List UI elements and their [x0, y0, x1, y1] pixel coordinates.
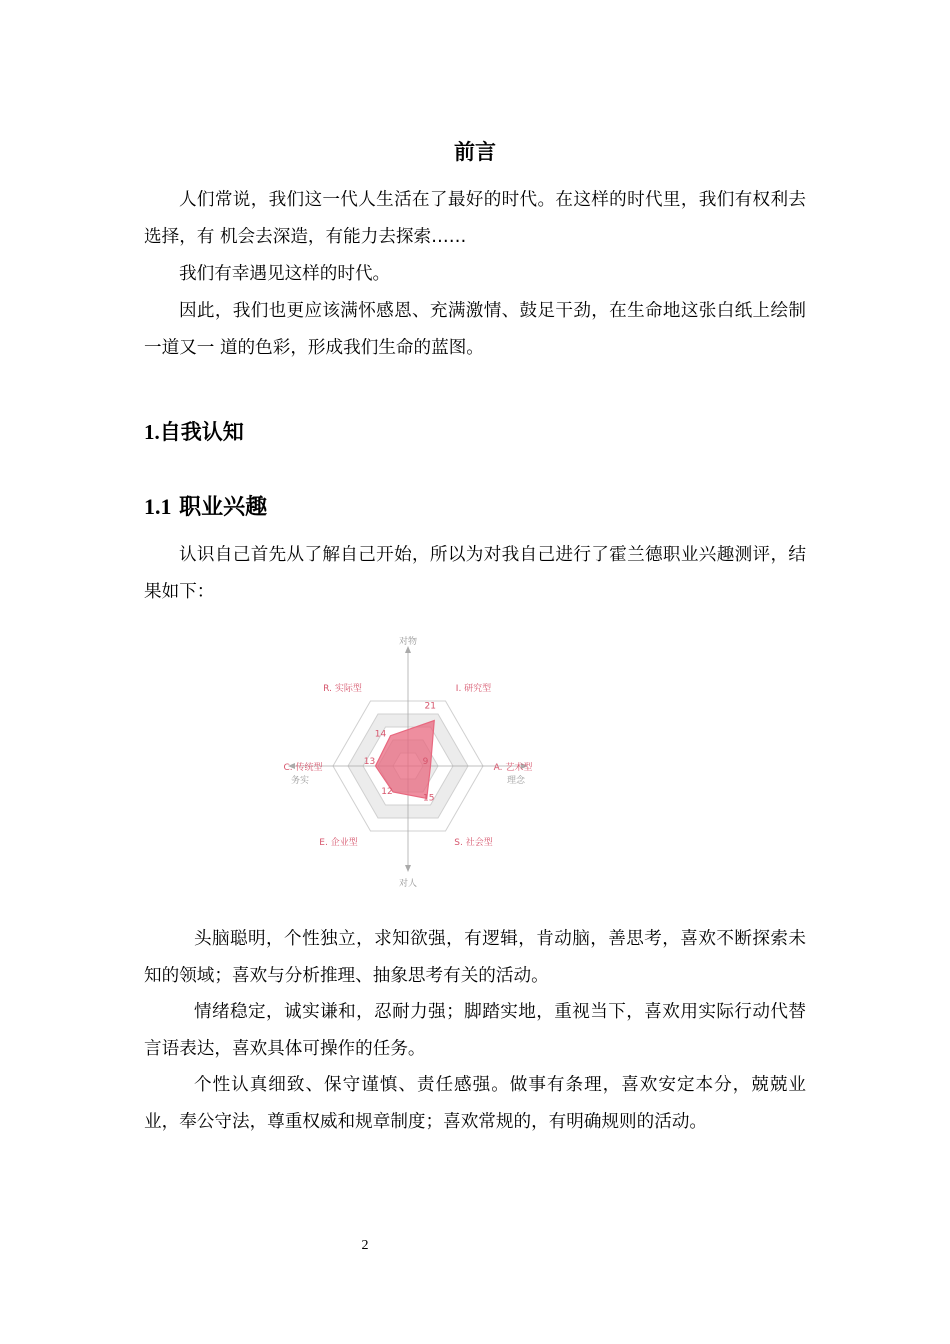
preface-paragraph-1: 人们常说，我们这一代人生活在了最好的时代。在这样的时代里，我们有权利去选择，有 机会去深造，有能力去探索……	[144, 190, 806, 247]
section-1-1-heading	[144, 490, 267, 525]
section-1-heading	[144, 416, 244, 448]
preface-paragraph-2: 我们有幸遇见这样的时代。	[179, 264, 391, 284]
section-1-number: 1.	[144, 420, 160, 444]
axis-arrow-up	[405, 646, 411, 653]
axis-arrow-down	[405, 865, 411, 872]
radar-category-label: I. 研究型	[455, 684, 492, 695]
axis-label-left: 务实	[290, 776, 310, 786]
section-1-1-number: 1.1	[144, 494, 172, 519]
section-1-1-intro: 认识自己首先从了解自己开始，所以为对我自己进行了霍兰德职业兴趣测评，结果如下：	[144, 545, 806, 602]
section-1-title: 自我认知	[159, 420, 244, 444]
axis-label-bottom: 对人	[398, 879, 418, 889]
axis-label-top: 对物	[398, 637, 418, 647]
radar-category-label: S. 社会型	[454, 837, 493, 848]
preface-title: 前言	[454, 140, 496, 164]
radar-category-label: A. 艺术型	[493, 763, 533, 773]
analysis-paragraph-2: 情绪稳定，诚实谦和，忍耐力强；脚踏实地，重视当下，喜欢用实际行动代替言语表达，喜欢具体可操作的任务。	[144, 1002, 806, 1059]
radar-category-label: R. 实际型	[323, 684, 362, 695]
section-1-1-title: 职业兴趣	[179, 495, 268, 520]
preface-paragraph-3: 因此，我们也更应该满怀感恩、充满激情、鼓足干劲，在生命地这张白纸上绘制一道又一 道的色彩，形成我们生命的蓝图。	[144, 301, 806, 358]
axis-label-right: 理念	[506, 776, 526, 786]
holland-radar-chart	[276, 636, 540, 892]
radar-value-label: 13	[363, 757, 376, 767]
analysis-paragraph-3: 个性认真细致、保守谨慎、责任感强。做事有条理，喜欢安定本分，兢兢业业，奉公守法，尊重权威和规章制度；喜欢常规的，有明确规则的活动。	[144, 1075, 806, 1132]
analysis-paragraph-1: 头脑聪明，个性独立，求知欲强，有逻辑，肯动脑，善思考，喜欢不断探索未知的领域；喜欢与分析推理、抽象思考有关的活动。	[144, 929, 806, 986]
radar-value-label: 9	[422, 757, 429, 767]
radar-category-label: C. 传统型	[283, 763, 323, 773]
page-number: 2	[361, 1238, 369, 1253]
radar-category-label: E. 企业型	[319, 837, 358, 848]
radar-value-label: 12	[381, 786, 393, 797]
radar-value-label: 21	[424, 701, 436, 712]
radar-value-label: 14	[374, 729, 387, 740]
radar-value-label: 15	[423, 793, 435, 804]
